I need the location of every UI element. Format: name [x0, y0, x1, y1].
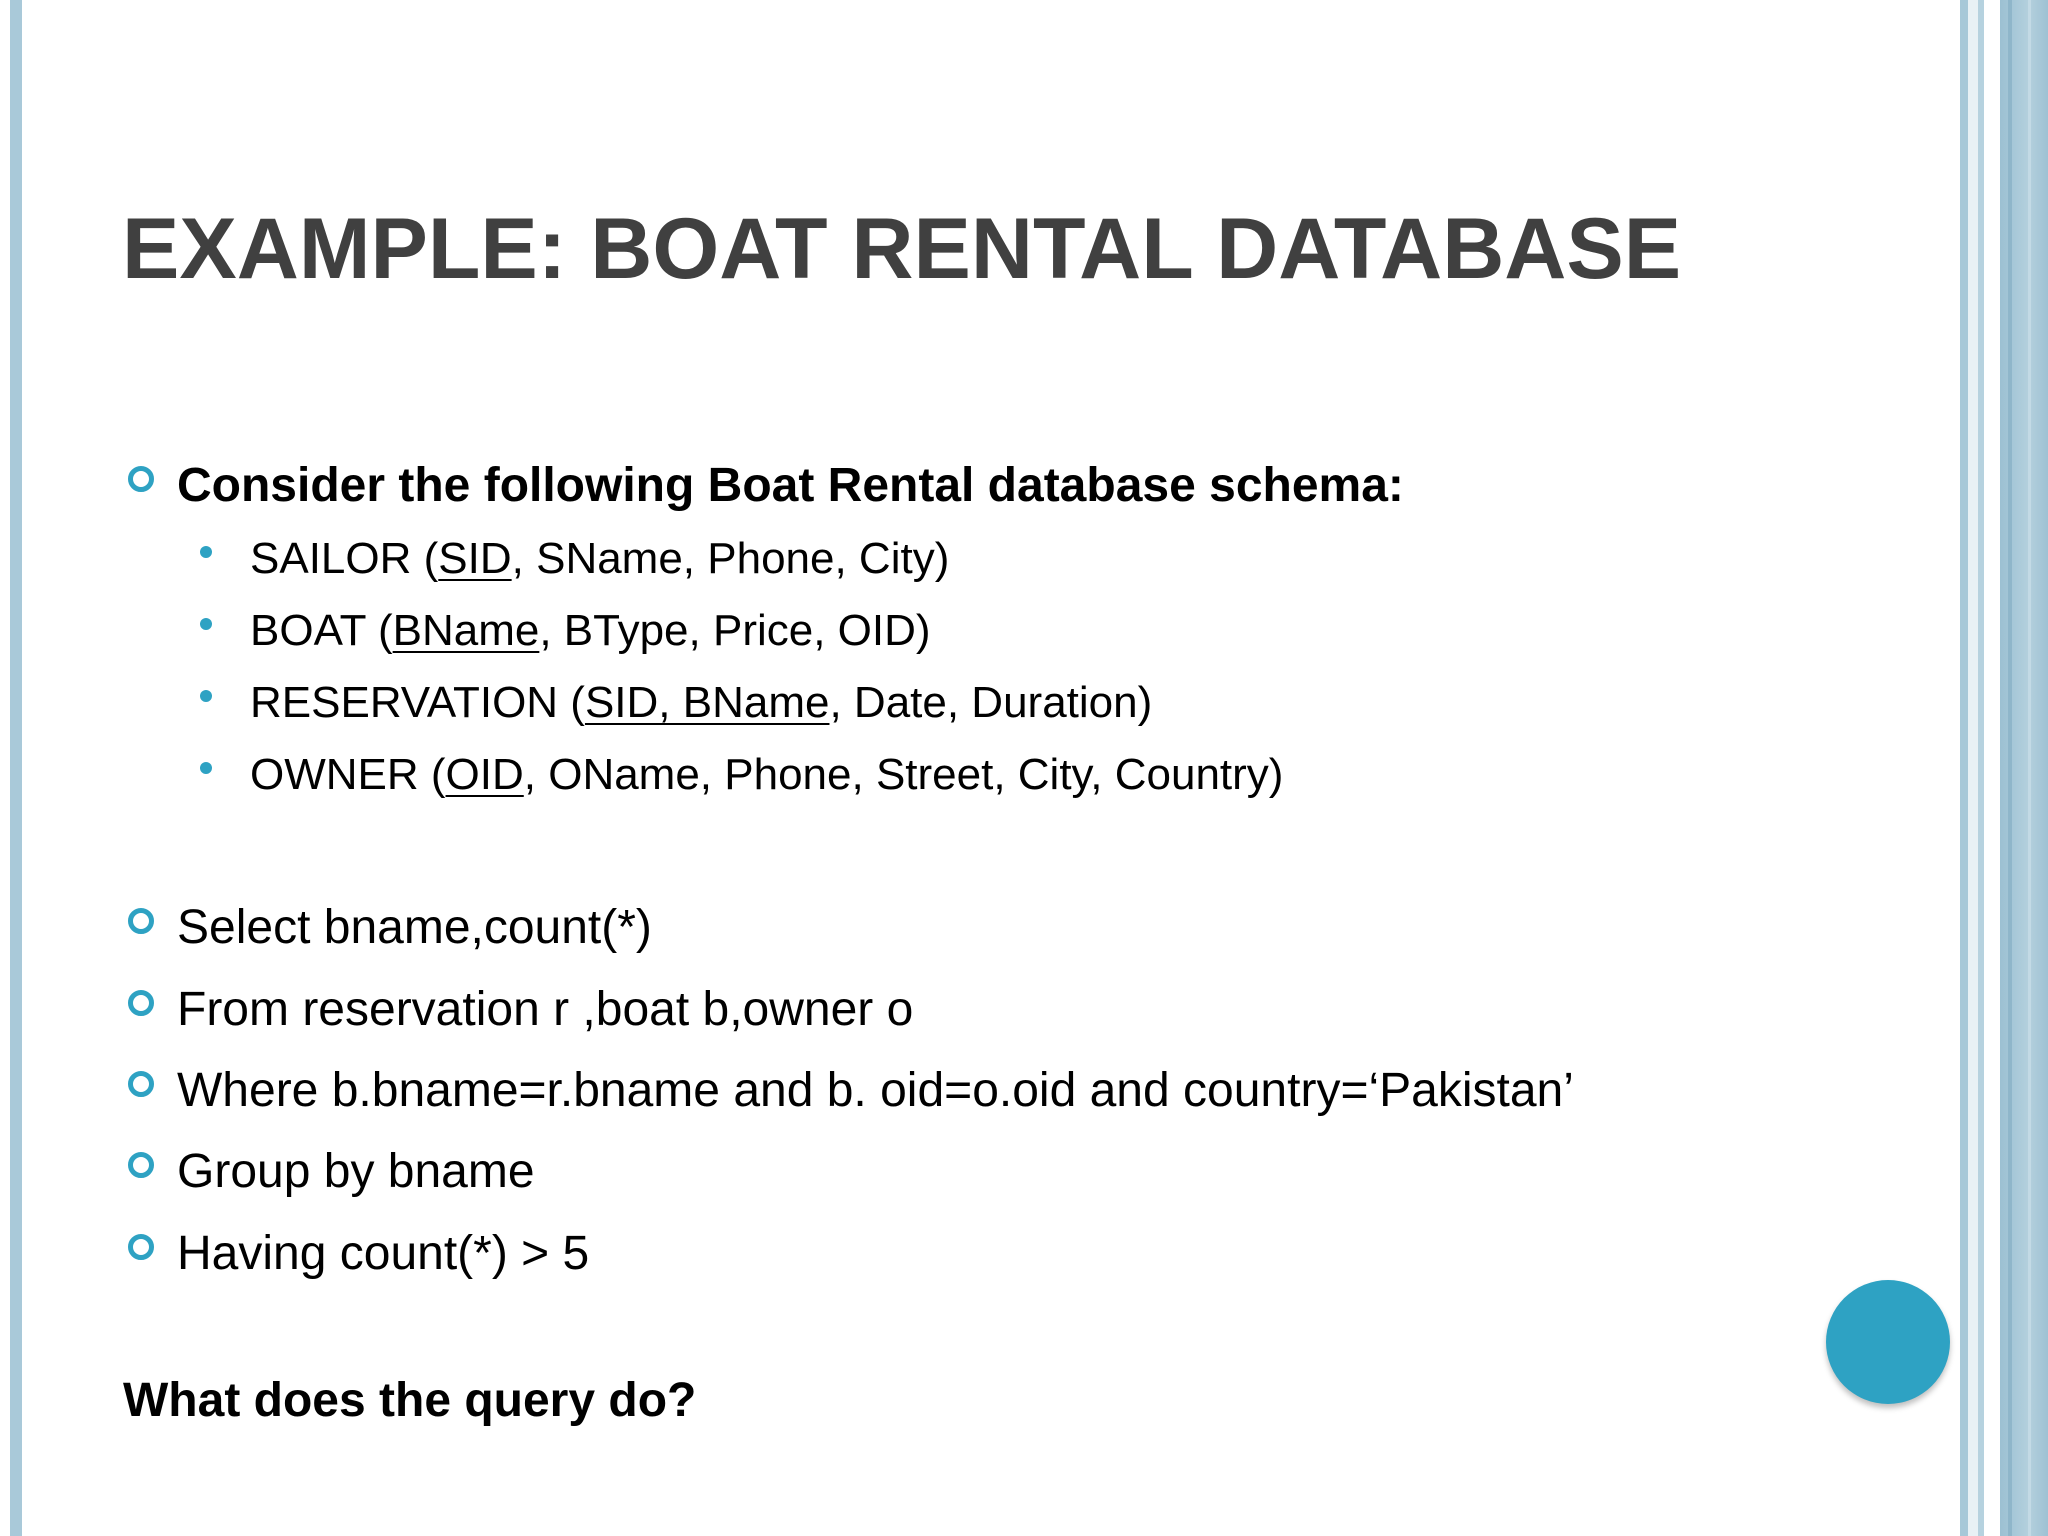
ring-bullet-icon: [128, 990, 154, 1016]
dot-bullet-icon: [200, 690, 212, 702]
schema-line-owner: OWNER (OID, OName, Phone, Street, City, Country): [250, 750, 1284, 799]
schema-line-sailor: SAILOR (SID, SName, Phone, City): [250, 534, 950, 583]
query-line: Where b.bname=r.bname and b. oid=o.oid and country=‘Pakistan’: [177, 1064, 1574, 1117]
right-border-stripe: [2028, 0, 2031, 1536]
ring-bullet-icon: [128, 1071, 154, 1097]
schema-line-reservation: RESERVATION (SID, BName, Date, Duration): [250, 678, 1153, 727]
query-line: From reservation r ,boat b,owner o: [177, 983, 914, 1036]
ring-bullet-icon: [128, 1152, 154, 1178]
dot-bullet-icon: [200, 762, 212, 774]
right-border-stripe: [1960, 0, 1968, 1536]
query-line: Having count(*) > 5: [177, 1227, 590, 1280]
decorative-circle: [1826, 1280, 1950, 1404]
dot-bullet-icon: [200, 546, 212, 558]
right-border-stripe: [1984, 0, 2000, 1536]
intro-text: Consider the following Boat Rental database schema:: [177, 459, 1404, 512]
query-line: Group by bname: [177, 1145, 535, 1198]
right-border-stripe: [1968, 0, 1978, 1536]
left-border-stripe: [10, 0, 22, 1536]
ring-bullet-icon: [128, 1234, 154, 1260]
dot-bullet-icon: [200, 618, 212, 630]
schema-line-boat: BOAT (BName, BType, Price, OID): [250, 606, 931, 655]
slide-title: EXAMPLE: BOAT RENTAL DATABASE: [122, 201, 1682, 297]
ring-bullet-icon: [128, 466, 154, 492]
ring-bullet-icon: [128, 908, 154, 934]
question-text: What does the query do?: [123, 1374, 697, 1427]
query-line: Select bname,count(*): [177, 901, 652, 954]
right-border-stripe: [2008, 0, 2012, 1536]
